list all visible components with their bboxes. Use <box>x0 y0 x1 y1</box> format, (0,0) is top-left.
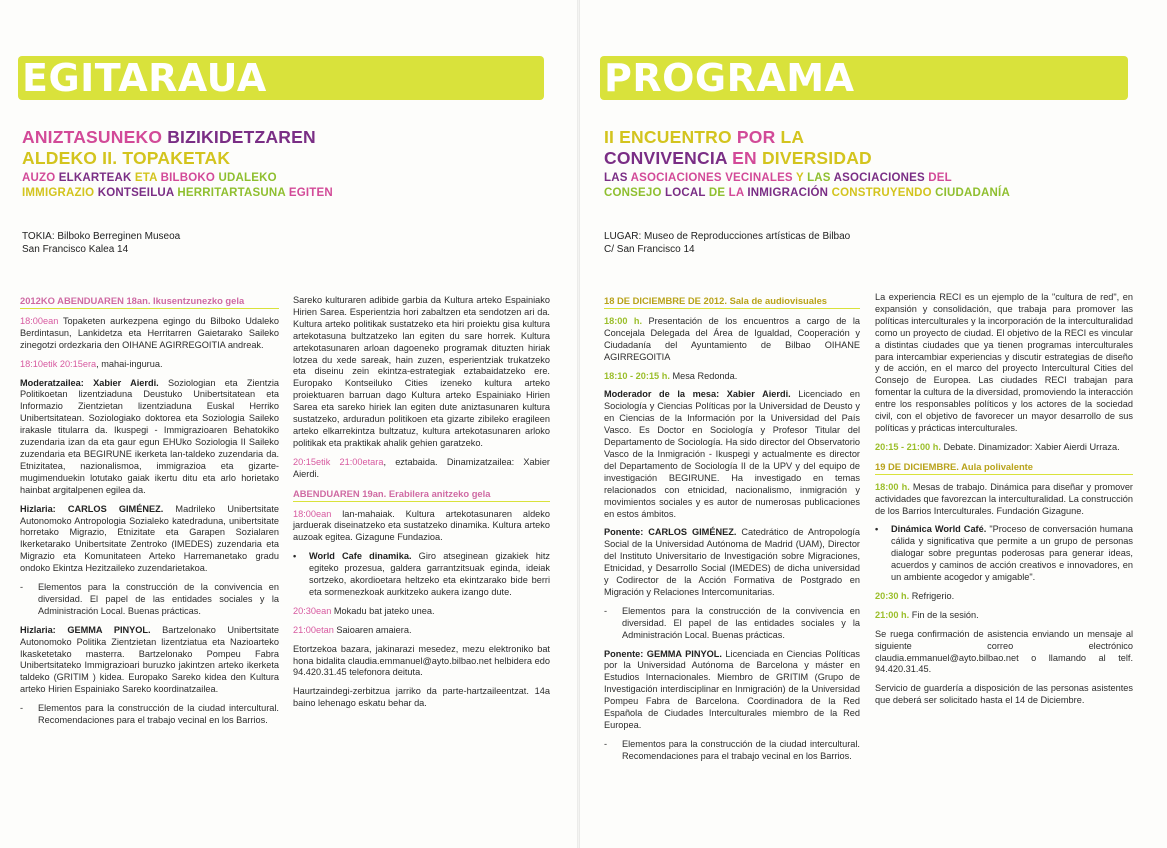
talk-topic-1 <box>604 606 860 642</box>
title-word: II. TOPAKETAK <box>102 148 231 168</box>
item-text: Giro atseginean gizakiek hitz egiteko prozesua, galdera garrantzitsuak eginda, ideiak sortzeko, akordioetara heltzeko eta ekintzarako bide berri eta sormenezkoak aurkitzeko aukera izango dute. <box>309 551 550 597</box>
speaker-pinyol-bio <box>20 625 279 696</box>
right-column-1 <box>604 295 860 763</box>
day1-heading: 18 DE DICIEMBRE DE 2012. Sala de audiovisuales <box>604 295 860 309</box>
time: 18:00ean <box>293 508 332 519</box>
time: 20:15etik 21:00etara <box>293 456 384 467</box>
time: 20:30ean <box>293 605 332 616</box>
topic-text: Elementos para la construcción de la convivencia en diversidad. El papel de las entidades sociales y la Administración Local. Buenas prácticas. <box>38 582 279 616</box>
title-word: AUZO <box>22 172 56 184</box>
title-word: DEL <box>928 172 952 184</box>
banner-title: PROGRAMA <box>604 56 855 100</box>
topic-text: Elementos para la construcción de la ciudad intercultural. Recomendaciones para el trabajo vecinal en los Barrios. <box>622 738 860 761</box>
bullet-marker: • <box>293 551 297 562</box>
network-description: Sareko kulturaren adibide garbia da Kultura arteko Espainiako Hirien Sarea. Esperientzia hori zabaltzen eta sendotzen ari da. Kultura arteko politikak sustatzeko eta hiri proiektu gisa kultura artekotasuna bultzatzeko lan egiten du sare horrek. Kultura artekotasunaren arloan dagoeneko programak dituzten hiriak lotzea du xede sareak, hain zuzen, esperientziak trukatzeko eta diseinu zein ekintza-estrategiak eztabaidatzeko ere. Europako Kontseiluko Cities izeneko kultura arteko proiektuaren barruan dago Kultura arteko Espainiako Hirien Sarea eta sareko hiriek lan egiten dute aniztasunaren kultura sustatzeko, arduradun politikoen eta gizarte zibileko eragileen arteko elkarrekintza bultzatuz, kultura artekotasunaren arloko politikak eta praktikak ahalik gehien garatzeko. <box>293 295 550 448</box>
speaker-pinyol-bio <box>604 649 860 732</box>
title-line-1 <box>22 127 316 148</box>
venue <box>22 230 180 256</box>
opening-item <box>604 316 860 364</box>
label: Ponente: GEMMA PINYOL. <box>604 648 722 659</box>
closing-item <box>875 610 1133 622</box>
time: 18:00 h. <box>604 315 643 326</box>
label: Dinámica World Café. <box>891 524 987 535</box>
title-word: KONTSEILUA <box>97 187 175 199</box>
title-word: ELKARTEAK <box>58 172 132 184</box>
title-word: LA <box>780 127 805 147</box>
closing-item <box>293 625 550 637</box>
title-word: ANIZTASUNEKO <box>22 127 163 147</box>
subtitle-line-2 <box>22 186 333 201</box>
bio-text: Licenciado en Sociología y Ciencias Políticas por la Universidad de Deusto y en Ciencias de la Información por la Universidad del País Vasco. Es Doctor en Sociología y Profesor Titular del Departamento de Sociología. Ha sido director del Observatorio Vasco de la Inmigración - Ikuspegi y actualmente es director del Departamento de Sociología II de la UPV y del equipo de investigación BEGIRUNE. Ha investigado en temas relacionados con etnicidad, nacionalismo, inmigración y movimientos sociales y es autor de numerosas publicaciones en estos ámbitos. <box>604 389 860 519</box>
item-text: Saioaren amaiera. <box>333 624 412 635</box>
bio-text: Licenciada en Ciencias Políticas por la Universidad Autónoma de Barcelona y máster en Estudios Internacionales. Miembro de GRITIM (Grupo de Investigación interdisciplinar en Inmigración) de la Universidad Pompeu Fabra de Barcelona. Coordinadora de la Red Española de Ciudades Interculturales miembro de la Red Europea. <box>604 648 860 730</box>
item-text: "Proceso de conversación humana cálida y significativa que permite a un grupo de personas dialogar sobre preguntas poderosas para generar ideas, acuerdos y caminos de acción creativos e innovadores, en un ambiente acogedor y amigable". <box>891 524 1134 583</box>
snack-item <box>293 606 550 618</box>
bullet-marker: • <box>875 524 879 535</box>
topic-text: Elementos para la construcción de la convivencia en diversidad. El papel de las entidades sociales y la Administración Local. Buenas prácticas. <box>622 605 860 640</box>
item-text: Refrigerio. <box>909 590 955 601</box>
label: Hizlaria: GEMMA PINYOL. <box>20 624 151 635</box>
rsvp-note: Etortzekoa bazara, jakinarazi mesedez, mezu elektroniko bat hona bidalita claudia.emmanuel@ayto.bilbao.net helbidera edo 94.420.31.45 telefonora deituta. <box>293 643 550 678</box>
roundtable-item <box>604 371 860 383</box>
banner-egitaraua <box>18 56 544 100</box>
venue-address: San Francisco Kalea 14 <box>22 244 129 255</box>
event-subtitle <box>22 171 333 201</box>
title-word: IMMIGRAZIO <box>22 187 95 199</box>
moderator-bio <box>20 378 279 497</box>
title-word: ASOCIACIONES <box>833 172 925 184</box>
childcare-note: Haurtzaindegi-zerbitzua jarriko da parte-hartzaileentzat. 14a baino lehenago eskatu behar da. <box>293 686 550 709</box>
bio-text: Catedrático de Antropología Social de la Universidad Autónoma de Madrid (UAM), Director del Instituto Universitario de Investigación sobre Migraciones, Etnicidad, y Desarrollo Social (IMEDES) de dicha universidad y Codirector de la Acción Formativa de Postgrado en Migración y Relaciones Intercomunitarias. <box>604 527 860 597</box>
title-word: CONSTRUYENDO <box>831 187 932 199</box>
title-line-1 <box>604 127 872 148</box>
left-column-1 <box>20 295 279 727</box>
talk-topic-2 <box>20 703 279 727</box>
venue <box>604 230 850 256</box>
title-word: ALDEKO <box>22 148 98 168</box>
title-word: BILBOKO <box>160 172 216 184</box>
time: 18:00ean <box>20 315 59 326</box>
title-word: EN <box>732 148 757 168</box>
rsvp-note: Se ruega confirmación de asistencia enviando un mensaje al siguiente correo electrónico claudia.emmanuel@ayto.bilbao.net o llamando al telf. 94.420.31.45. <box>875 628 1133 675</box>
item-text: , eztabaida. Dinamizatzailea: Xabier Aierdi. <box>293 456 550 479</box>
subtitle-line-2 <box>604 186 1010 201</box>
workshops-item <box>875 482 1133 518</box>
right-page-spanish <box>580 0 1167 848</box>
title-word: HERRITARTASUNA <box>177 187 286 199</box>
left-page-basque <box>0 0 578 848</box>
day2-heading: ABENDUAREN 19an. Erabilera anitzeko gela <box>293 488 550 502</box>
title-word: LA <box>728 187 744 199</box>
title-word: INMIGRACIÓN <box>747 187 829 199</box>
dash-marker: - <box>604 738 608 749</box>
title-word: ASOCIACIONES VECINALES <box>630 172 793 184</box>
bio-text: Bartzelonako Unibertsitate Autonomoko Politika Zientzietan lizentziatua eta Nazioarteko Ikasketetako masterra. Bartzelonako Pompeu Fabra Unibertsitateko Immigrazioari buruzko jakintzen arteko ikerketa taldeko (GRITIM ) kidea. Europako Sareko kidea den Kultura arteko Hirien Espainiako Sareko koordinatzailea. <box>20 624 279 695</box>
title-word: DE <box>708 187 726 199</box>
workshops-item <box>293 509 550 545</box>
debate-item <box>875 442 1133 454</box>
title-word: Y <box>796 172 804 184</box>
venue-name: LUGAR: Museo de Reproducciones artísticas de Bilbao <box>604 231 851 242</box>
title-word: BIZIKIDETZAREN <box>167 127 316 147</box>
dash-marker: - <box>20 703 24 714</box>
dash-marker: - <box>604 605 608 616</box>
title-line-2 <box>604 148 872 169</box>
time: 21:00etan <box>293 624 334 635</box>
time: 20:15 - 21:00 h. <box>875 441 941 452</box>
day2-heading: 19 DE DICIEMBRE. Aula polivalente <box>875 461 1133 475</box>
item-text: lan-mahaiak. Kultura artekotasunaren aldeko jarduerak diseinatzeko eta sustatzeko dinamika. Kultura arteko auzoak egitea. Gizagune Fundazioa. <box>293 508 550 543</box>
dash-marker: - <box>20 582 24 593</box>
day1-heading: 2012KO ABENDUAREN 18an. Ikusentzunezko gela <box>20 295 279 309</box>
debate-item <box>293 457 550 481</box>
title-word: LOCAL <box>665 187 706 199</box>
title-word: DIVERSIDAD <box>761 148 872 168</box>
item-text: Mesas de trabajo. Dinámica para diseñar y promover actividades que favorezcan la interculturalidad. La construcción de los Barrios Interculturales. Fundación Gizagune. <box>875 481 1133 516</box>
roundtable-item <box>20 359 279 371</box>
label: Ponente: CARLOS GIMÉNEZ. <box>604 527 737 538</box>
left-column-2 <box>293 295 550 717</box>
world-cafe-item <box>293 551 550 599</box>
topic-text: Elementos para la construcción de la ciudad intercultural. Recomendaciones para el trabajo vecinal en los Barrios. <box>38 703 279 726</box>
world-cafe-item <box>875 524 1133 584</box>
item-text: , mahai-ingurua. <box>96 358 163 369</box>
moderator-bio <box>604 389 860 520</box>
label: Moderador de la mesa: Xabier Aierdi. <box>604 389 791 400</box>
title-line-2 <box>22 148 316 169</box>
speaker-gimenez-bio <box>20 504 279 575</box>
subtitle-line-1 <box>604 171 1010 186</box>
title-word: LAS <box>807 172 831 184</box>
banner-title: EGITARAUA <box>22 56 267 100</box>
item-text: Topaketen aurkezpena egingo du Bilboko Udaleko Berdintasun, Lankidetza eta Herritarren Gaietarako Saileko zinegotzi ordezkaria den OIHANE AGIRREGOITIA andreak. <box>20 315 279 350</box>
bio-text: Madrileko Unibertsitate Autonomoko Antropologia Sozialeko katedraduna, unibertsitate horretako Migrazio, Etnizitate eta Garapen Sozialaren Ikerketarako Unibertsitate Zentroko (IMEDES) zuzendaria eta Migrazio eta Komunitateen Arteko Harremanetako gradu ondoko Ekintza Hezitzaileko zuzendarietakoa. <box>20 503 279 574</box>
event-title <box>22 127 316 169</box>
reci-description: La experiencia RECI es un ejemplo de la "cultura de red", en expansión y consolidación, que trabaja para promover las políticas interculturales y la incorporación de la interculturalidad como un proyecto de ciudad. El objetivo de la RECI es vincular a distintas ciudades que ya tienen programas interculturales para intercambiar experiencias y discutir estrategias de diseño y de acción, en el marco del proyecto Intercultural Cities del Consejo de Europea. Las ciudades RECI trabajan para fomentar la cultura de la diversidad, promoviendo la interacción entre los responsables políticos y los actores de la sociedad civil, con el objetivo de favorecer un mayor desarrollo de sus políticas y prácticas interculturales. <box>875 292 1133 433</box>
right-column-2 <box>875 292 1133 714</box>
event-title <box>604 127 872 169</box>
title-word: II ENCUENTRO <box>604 127 732 147</box>
title-word: CIUDADANÍA <box>935 187 1010 199</box>
item-text: Mesa Redonda. <box>669 370 738 381</box>
opening-item <box>20 316 279 352</box>
item-text: Fin de la sesión. <box>909 609 979 620</box>
subtitle-line-1 <box>22 171 333 186</box>
time: 21:00 h. <box>875 609 910 620</box>
item-text: Presentación de los encuentros a cargo de la Concejala Delegada del Área de Igualdad, Cooperación y Ciudadanía del Ayuntamiento de Bilbao OIHANE AGIRREGOITIA <box>604 315 860 362</box>
time: 18:10etik 20:15era <box>20 358 97 369</box>
snack-item <box>875 591 1133 603</box>
banner-programa <box>600 56 1128 100</box>
time: 20:30 h. <box>875 590 910 601</box>
title-word: CONVIVENCIA <box>604 148 728 168</box>
label: Moderatzailea: Xabier Aierdi. <box>20 377 159 388</box>
talk-topic-1 <box>20 582 279 618</box>
bio-text: Soziologian eta Zientzia Politikoetan lizentziaduna Deustuko Unibertsitatean eta Informazio Zientzietan lizentziaduna Euskal Herriko Unibertsitatean. Soziologiako doktorea eta Soziologia Saileko irakasle titularra da. Ikuspegi - Immigrazioaren Behatokiko zuzendaria izan da eta gaur egun EHUko Soziologia II Saileko zuzendaria eta BEGIRUNE ikerketa lan-taldeko zuzendaria da. Etnizitatea, nazionalismoa, immigrazioa eta gizarte-mugimenduekin lotutako gaiak ikertu ditu eta arlo horietako hainbat argitalpenen egilea da. <box>20 377 279 495</box>
title-word: UDALEKO <box>218 172 277 184</box>
label: Hizlaria: CARLOS GIMÉNEZ. <box>20 503 164 514</box>
time: 18:00 h. <box>875 481 910 492</box>
title-word: ETA <box>134 172 158 184</box>
title-word: EGITEN <box>288 187 333 199</box>
time: 18:10 - 20:15 h. <box>604 370 670 381</box>
speaker-gimenez-bio <box>604 527 860 598</box>
item-text: Mokadu bat jateko unea. <box>331 605 435 616</box>
title-word: LAS <box>604 172 628 184</box>
venue-address: C/ San Francisco 14 <box>604 244 695 255</box>
talk-topic-2 <box>604 739 860 763</box>
title-word: POR <box>736 127 776 147</box>
label: World Cafe dinamika. <box>309 551 412 562</box>
venue-name: TOKIA: Bilboko Berreginen Museoa <box>22 231 181 242</box>
childcare-note: Servicio de guardería a disposición de las personas asistentes que deberá ser solicitado hasta el 14 de Diciembre. <box>875 683 1133 706</box>
title-word: CONSEJO <box>604 187 662 199</box>
item-text: Debate. Dinamizador: Xabier Aierdi Urraza. <box>940 441 1120 452</box>
event-subtitle <box>604 171 1010 201</box>
